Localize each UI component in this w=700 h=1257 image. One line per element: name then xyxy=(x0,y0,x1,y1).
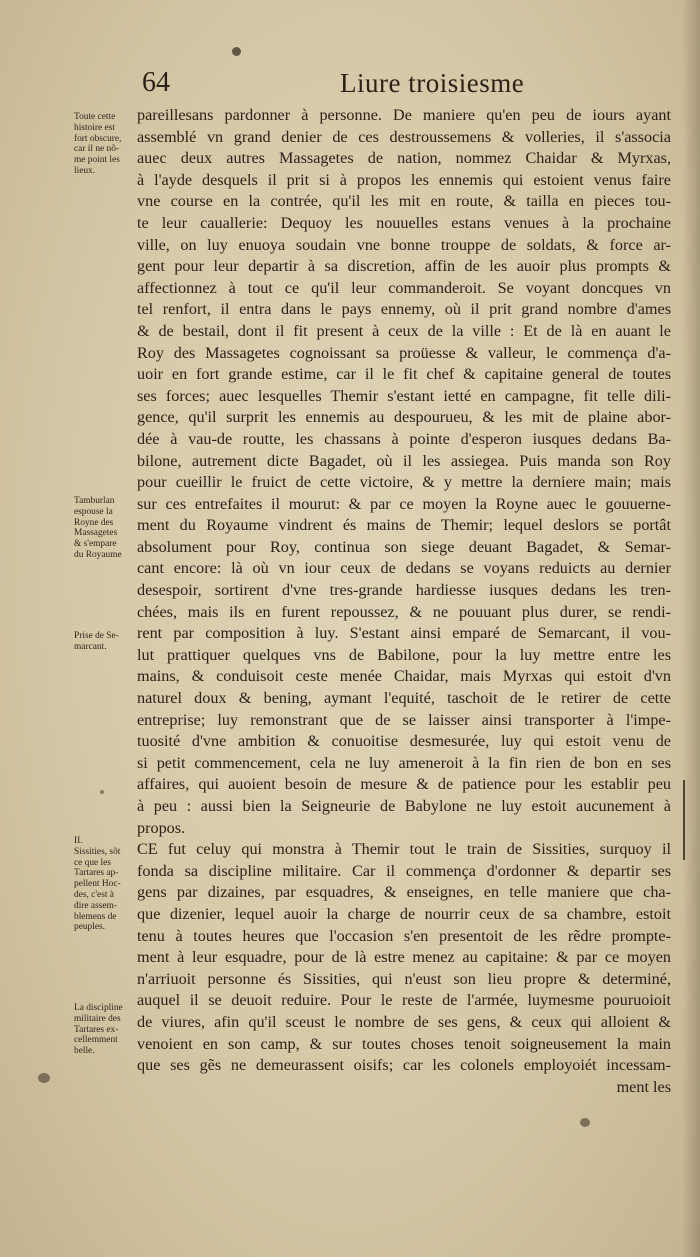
margin-note-line: me point les xyxy=(74,155,120,166)
text-line: ment du Royaume vindrent és mains de Themir; lequel deslors se portât xyxy=(137,516,671,535)
page-number: 64 xyxy=(142,67,170,98)
text-line: gent pour leur departir à sa discretion, affin de les auoir plus prompts & xyxy=(137,257,671,276)
margin-note-line: ce que les xyxy=(74,857,111,868)
text-line: à l'ayde desquels il prit si à propos les ennemis qui estoient venus faire xyxy=(137,170,671,189)
text-line: absolument pour Roy, continua son siege deuant Bagadet, & Semar- xyxy=(137,537,671,556)
text-line: Roy des Massagetes cognoissant sa proüesse & valleur, le commença d'a- xyxy=(137,343,671,362)
text-line: lut prattiquer quelques vns de Babilone, pour la luy mettre entre les xyxy=(137,645,671,664)
margin-note-line: marcant. xyxy=(74,641,107,652)
text-line: sur ces entrefaites il mourut: & par ce moyen la Royne auec le gouuerne- xyxy=(137,494,671,513)
text-line: uoir en fort grande estime, car il le fit chef & capitaine general de toutes xyxy=(137,365,671,384)
text-line: bilone, autrement dicte Bagadet, où il les assiegea. Puis manda son Roy xyxy=(137,451,671,470)
margin-note-line: militaire des xyxy=(74,1013,121,1024)
text-line: pour cueillir le fruict de cette victoire, & y mettre la derniere main; mais xyxy=(137,473,671,492)
text-line: tenu à toutes heures que l'occasion s'en presentoit de les rẽdre prompte- xyxy=(137,926,671,945)
text-line: chées, mais ils en furent repoussez, & ne pouuant plus durer, se rendi- xyxy=(137,602,671,621)
main-text xyxy=(137,105,671,1098)
margin-note xyxy=(74,631,140,653)
margin-note-line: Toute cette xyxy=(74,112,116,122)
margin-note-line: II. xyxy=(74,836,83,846)
margin-note xyxy=(74,836,140,933)
text-line: que dizenier, lequel auoir la charge de nourrir ceux de sa chambre, estoit xyxy=(137,904,671,923)
text-line: cant encore: là où vn iour ceux de dedans se voyans reduicts au dernier xyxy=(137,559,671,578)
text-line: ville, on luy enuoya soudain vne bonne trouppe de soldats, & force ar- xyxy=(137,235,671,254)
margin-note-line: lieux. xyxy=(74,165,96,176)
text-line: que ses gẽs ne demeurassent oisifs; car les colonels employoiét incessam- xyxy=(137,1056,671,1075)
text-line: rent par composition à luy. S'estant ainsi emparé de Semarcant, il vou- xyxy=(137,624,671,643)
text-line: de viures, afin qu'il sceust le nombre de ses gens, & ceux qui alloient & xyxy=(137,1012,671,1031)
ink-spot xyxy=(232,47,241,56)
text-line: venoient en son camp, & sur toutes choses tenoit soigneusement la main xyxy=(137,1034,671,1053)
margin-note-line: Royne des xyxy=(74,517,114,528)
margin-note xyxy=(74,496,140,561)
text-line: naturel doux & bening, aymant l'equité, taschoit de le retirer de cette xyxy=(137,689,671,708)
text-line: mains, & conduisoit ceste menée Chaidar, mais Myrxas qui estoit d'vn xyxy=(137,667,671,686)
text-line: ment à leur esquadre, pour de là estre menez au capitaine: & par ce moyen xyxy=(137,948,671,967)
text-line: à peu : aussi bien la Seigneurie de Babylone ne luy estoit aucunement à xyxy=(137,797,671,815)
margin-note-line: cellemment xyxy=(74,1035,118,1046)
margin-note-line: histoire est xyxy=(74,122,115,133)
text-line: gence, qu'il surprit les ennemis au despourueu, & les mit de plaine abor- xyxy=(137,408,671,427)
text-line: dée à vau-de routte, les chassans à pointe d'esperon iusques dedans Ba- xyxy=(137,429,671,448)
margin-note-line: belle. xyxy=(74,1046,95,1057)
margin-note-line: Tartares ap- xyxy=(74,868,119,879)
margin-note-line: dire assem- xyxy=(74,900,117,911)
margin-note-line: Tamburlan xyxy=(74,496,115,506)
margin-note-line: La discipline xyxy=(74,1003,123,1013)
margin-note-line: espouse la xyxy=(74,506,113,517)
text-line: vne course en la contrée, qu'il les mit en route, & tailla en pieces tou- xyxy=(137,192,671,211)
text-line: entreprise; luy remonstrant que de se laisser ainsi transporter à l'impe- xyxy=(137,710,671,729)
margin-note-line: Massagetes xyxy=(74,528,118,539)
text-line: & de bestail, dont il fit present à ceux de la ville : Et de là en auant le xyxy=(137,321,671,340)
margin-note-line: Tartares ex- xyxy=(74,1024,119,1035)
page-header xyxy=(0,66,700,106)
running-title: Liure troisiesme xyxy=(340,68,525,98)
margin-note-line: peuples. xyxy=(74,922,105,933)
margin-note-line: des, c'est à xyxy=(74,889,114,900)
margin-note-line: fort obscure, xyxy=(74,133,122,144)
margin-note xyxy=(74,1003,140,1057)
text-line: CE fut celuy qui monstra à Themir tout le train de Sissities, surquoy il xyxy=(137,840,671,859)
ink-spot xyxy=(580,1118,590,1127)
text-line: gens par dizaines, par esquadres, & enseignes, en telle maniere que cha- xyxy=(137,883,671,902)
text-line: affectionnez à tout ce qu'il leur commanderoit. Se voyant doncques vn xyxy=(137,278,671,297)
page-edge-shadow xyxy=(682,0,700,1257)
text-line: propos. xyxy=(137,818,186,837)
text-line: auquel il se deuoit reduire. Pour le reste de l'armée, luymesme pouruoioit xyxy=(137,991,671,1010)
text-line: assemblé vn grand denier de ces destroussemens & volleries, il s'associa xyxy=(137,127,671,146)
ink-spot xyxy=(38,1073,50,1083)
margin-note-line: du Royaume xyxy=(74,549,122,560)
text-line: desespoir, sortirent d'vne tres-grande hardiesse iusques dedans les tren- xyxy=(137,581,671,600)
margin-note xyxy=(74,112,140,177)
margin-note-line: & s'empare xyxy=(74,539,117,550)
text-line: affaires, qui auoient besoin de mesure & de patience pour les establir peu xyxy=(137,775,671,794)
text-line: n'arriuoit personne és Sissities, qui n'eust son lieu propre & determiné, xyxy=(137,969,671,988)
margin-note-line: pellent Hoc- xyxy=(74,879,121,890)
margin-note-line: car il ne nõ- xyxy=(74,144,120,155)
text-line: tuosité d'vne ambition & conuoitise desmesurée, luy qui estoit venu de xyxy=(137,732,671,751)
catchword: ment les xyxy=(616,1077,671,1096)
text-line: fonda sa discipline militaire. Car il commença d'ordonner & departir ses xyxy=(137,861,671,880)
text-line: tel renfort, il entra dans le pays ennemy, où il prit grand nombre d'ames xyxy=(137,300,671,319)
text-line: si petit commencement, cela ne luy ameneroit à la fin rien de bon en ses xyxy=(137,753,671,772)
text-line: pareillesans pardonner à personne. De maniere qu'en peu de iours ayant xyxy=(137,106,671,124)
margin-note-line: blemens de xyxy=(74,911,117,922)
text-line: ses forces; auec lesquelles Themir s'estant ietté en campagne, fit telle dili- xyxy=(137,386,671,405)
ink-spot xyxy=(100,790,104,794)
margin-note-line: Prise de Se- xyxy=(74,631,119,641)
text-line: auec deux autres Massagetes de nation, nommez Chaidar & Myrxas, xyxy=(137,149,671,168)
margin-note-line: Sissities, sõt xyxy=(74,846,121,857)
text-line: te leur cauallerie: Dequoy les nouuelles estans venues à la prochaine xyxy=(137,213,671,232)
